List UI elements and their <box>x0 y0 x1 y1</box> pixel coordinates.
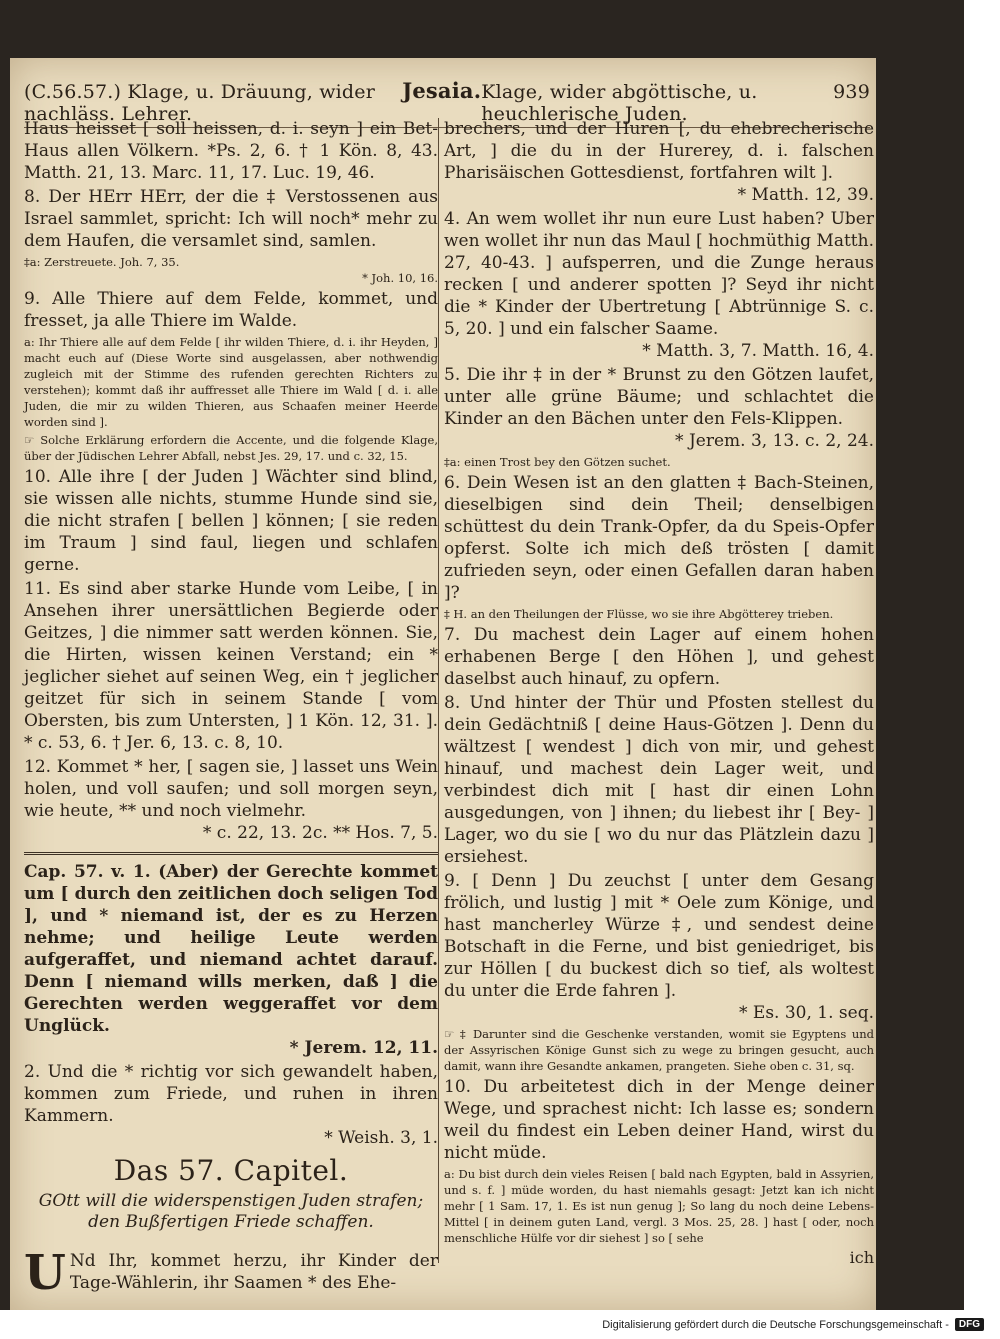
verse-8: 8. Und hinter der Thür und Pfosten stellest du dein Gedächtniß [ deine Haus-Götzen ]. Denn du wältzest [ wendest ] dich von mir, und gehest hinauf, und machest dein Lager weit, und verbindest dich mit [ hast dir einen Lohn ausgedungen, von ] ihnen; du liebest ihr [ Bey- ] Lager, wo du sie [ wo du nur das Plätzlein dazu ] ersiehest. <box>444 693 874 867</box>
opening-text: Nd Ihr, kommet herzu, ihr Kinder der Tage-Wählerin, ihr Saamen * des Ehe- <box>69 1251 438 1293</box>
commentary-note-accents: ☞ Solche Erklärung erfordern die Accente, und die folgende Klage, über der Jüdischen Lehrer Abfall, nebst Jes. 29, 17. und c. 32, 15. <box>24 433 438 463</box>
verse-12 <box>24 756 438 844</box>
verse-2-text: 2. Und die * richtig vor sich gewandelt haben, kommen zum Friede, und ruhen in ihren Kammern. <box>24 1062 438 1126</box>
catchword: ich <box>849 1248 874 1267</box>
footnote-text: ‡a: Zerstreuete. Joh. 7, 35. <box>24 255 180 269</box>
verse-4 <box>444 208 874 362</box>
verse-1-text: Cap. 57. v. 1. (Aber) der Gerechte kommet um [ durch den zeitlichen doch seligen Tod ], und * niemand ist, der es zu Herzen nehme; und heilige Leute werden aufgeraffet, und niemand achtet darauf. Denn [ niemand wills merken, daß ] die Gerechten werden weggeraffet vor dem Unglück. <box>24 862 438 1036</box>
verse-9-text: 9. [ Denn ] Du zeuchst [ unter dem Gesang frölich, und lustig ] mit * Oele zum Könige, und hast mancherley Würze ‡, und sendest deine Botschaft in die Ferne, und bist geniedriget, bis zur Höllen [ du buckest dich so tief, als woltest du unter die Erde fahren ]. <box>444 871 874 1001</box>
verse-11: 11. Es sind aber starke Hunde vom Leibe, [ in Ansehen ihrer unersättlichen Begierde oder Geitzes, ] die nimmer satt werden können. Sie, die Hirten, wissen keinen Verstand; ein * jeglicher siehet auf seinen Weg, ein † jeglicher geitzet für sich in seinem Stande [ vom Obersten, bis zum Untersten, ] 1 Kön. 12, 31. ]. * c. 53, 6. † Jer. 6, 13. c. 8, 10. <box>24 579 438 753</box>
chapter-opening-verse <box>24 1245 438 1301</box>
digitization-credit <box>602 1318 984 1331</box>
verse-9: 9. Alle Thiere auf dem Felde, kommet, und fresset, ja alle Thiere im Walde. <box>24 289 438 331</box>
drop-cap: U <box>24 1245 66 1301</box>
chapter-57-verse-2 <box>24 1061 438 1149</box>
reference: * Es. 30, 1. seq. <box>739 1003 874 1023</box>
dfg-logo-icon: DFG <box>955 1318 984 1331</box>
right-column <box>444 118 874 1268</box>
credit-text: Digitalisierung gefördert durch die Deutsche Forschungsgemeinschaft - <box>602 1318 949 1331</box>
verse-continuation-text: brechers, und der Huren [, du ehebrecherische Art, ] die du in der Hurerey, d. i. falschen Pharisäischen Gottesdienst, fortfahren wilt ]. <box>444 119 874 183</box>
chapter-57-verse-1 <box>24 861 438 1059</box>
chapter-heading: Das 57. Capitel. <box>113 1154 349 1187</box>
verse-4-text: 4. An wem wollet ihr nun eure Lust haben? Uber wen wollet ihr nun das Maul [ hochmüthig Matth. 27, 40-43. ] aufsperren, und die Zunge heraus recken [ und anderer spotten ]? Seyd ihr nicht die * Kinder der Ubertretung [ Abtrünnige S. c. 5, 20. ] und ein falscher Saame. <box>444 209 874 339</box>
verse-5 <box>444 364 874 452</box>
verse-7: 7. Du machest dein Lager auf einem hohen erhabenen Berge [ den Höhen ], und gehest daselbst auch hinauf, zu opfern. <box>444 625 874 689</box>
chapter-summary: GOtt will die widerspenstigen Juden strafen; den Bußfertigen Friede schaffen. <box>38 1191 424 1232</box>
running-head-left: (C.56.57.) Klage, u. Dräuung, wider nachläss. Lehrer. <box>24 81 376 125</box>
reference: * Weish. 3, 1. <box>324 1128 438 1148</box>
commentary-note: a: Ihr Thiere alle auf dem Felde [ ihr wilden Thiere, d. i. ihr Heyden, ] macht euch auf (Diese Worte sind ausgelassen, aber nothwendig zugleich mit der Stimme des rufenden gerechten Richters zu verstehen); kommt daß ihr auffresset alle Thiere im Wald [ d. i. alle Juden, die mir zu wilden Thieren, aus Schaafen meiner Heerde worden sind ]. <box>24 335 438 429</box>
column-rule <box>438 118 439 1263</box>
reference: * Jerem. 12, 11. <box>289 1038 438 1058</box>
footnote: ‡a: einen Trost bey den Götzen suchet. <box>444 455 671 469</box>
running-head-book: Jesaia. <box>402 78 482 103</box>
verse-8: 8. Der HErr HErr, der die ‡ Verstossenen aus Israel sammlet, spricht: Ich will noch* mehr zu dem Haufen, die versamlet sind, samlen. <box>24 187 438 251</box>
reference: * Jerem. 3, 13. c. 2, 24. <box>675 431 874 451</box>
verse-9 <box>444 870 874 1024</box>
verse-5-text: 5. Die ihr ‡ in der * Brunst zu den Götzen laufet, unter alle grüne Bäume; und schlachtet die Kinder an den Bächen unter den Fels-Klippen. <box>444 365 874 429</box>
verse-10: 10. Du arbeitetest dich in der Menge deiner Wege, und sprachest nicht: Ich lasse es; sondern weil du findest ein Leben deiner Hand, wirst du nicht müde. <box>444 1077 874 1163</box>
reference: * Matth. 3, 7. Matth. 16, 4. <box>642 341 874 361</box>
left-column <box>24 118 438 1310</box>
section-divider <box>24 852 438 855</box>
reference: * Joh. 10, 16. <box>362 271 438 285</box>
book-page <box>10 58 876 1310</box>
verse-text: Haus heisset [ soll heissen, d. i. seyn ] ein Bet-Haus allen Völkern. *Ps. 2, 6. † 1 Kön. 8, 43. Matth. 21, 13. Marc. 11, 17. Luc. 19, 46. <box>24 119 438 183</box>
verse-12-text: 12. Kommet * her, [ sagen sie, ] lasset uns Wein holen, und voll saufen; und soll morgen seyn, wie heute, ** und noch vielmehr. <box>24 757 438 821</box>
footnote <box>24 254 438 286</box>
reference: * c. 22, 13. 2c. ** Hos. 7, 5. <box>202 823 438 843</box>
reference: * Matth. 12, 39. <box>737 185 874 205</box>
running-head-right: Klage, wider abgöttische, u. heuchlerische Juden. <box>481 81 758 125</box>
footnote: ‡ H. an den Theilungen der Flüsse, wo sie ihre Abgötterey trieben. <box>444 607 834 621</box>
commentary-note: a: Du bist durch dein vieles Reisen [ bald nach Egypten, bald in Assyrien, und s. f. ] müde worden, du hast niemahls gesagt: Jetzt kan ich nicht mehr [ 1 Sam. 17, 1. Es ist nun genug ]; So lang du noch deine Lebens-Mittel [ in deinem guten Land, vergl. 3 Mos. 25, 28. ] hast [ oder, noch menschliche Hülfe vor dir siehest ] so [ sehe <box>444 1167 874 1245</box>
commentary-note: ☞ ‡ Darunter sind die Geschenke verstanden, womit sie Egyptens und der Assyrischen Könige Gunst sich zu wege zu bringen gesucht, auch damit, wann ihre Gesandte ankamen, prangeten. Siehe oben c. 31, sq. <box>444 1027 874 1073</box>
page-number: 939 <box>833 81 870 103</box>
verse-6: 6. Dein Wesen ist an den glatten ‡ Bach-Steinen, dieselbigen sind dein Theil; denselbigen schüttest du dein Trank-Opfer, da du Speis-Opfer opferst. Solte ich mich deß trösten [ damit zufrieden seyn, oder einen Gefallen daran haben ]? <box>444 473 874 603</box>
verse-continuation <box>444 118 874 206</box>
verse-10: 10. Alle ihre [ der Juden ] Wächter sind blind, sie wissen alle nichts, stumme Hunde sind sie, die nicht strafen [ bellen ] können; [ sie reden im Traum ] sind faul, liegen und schlafen gerne. <box>24 467 438 575</box>
